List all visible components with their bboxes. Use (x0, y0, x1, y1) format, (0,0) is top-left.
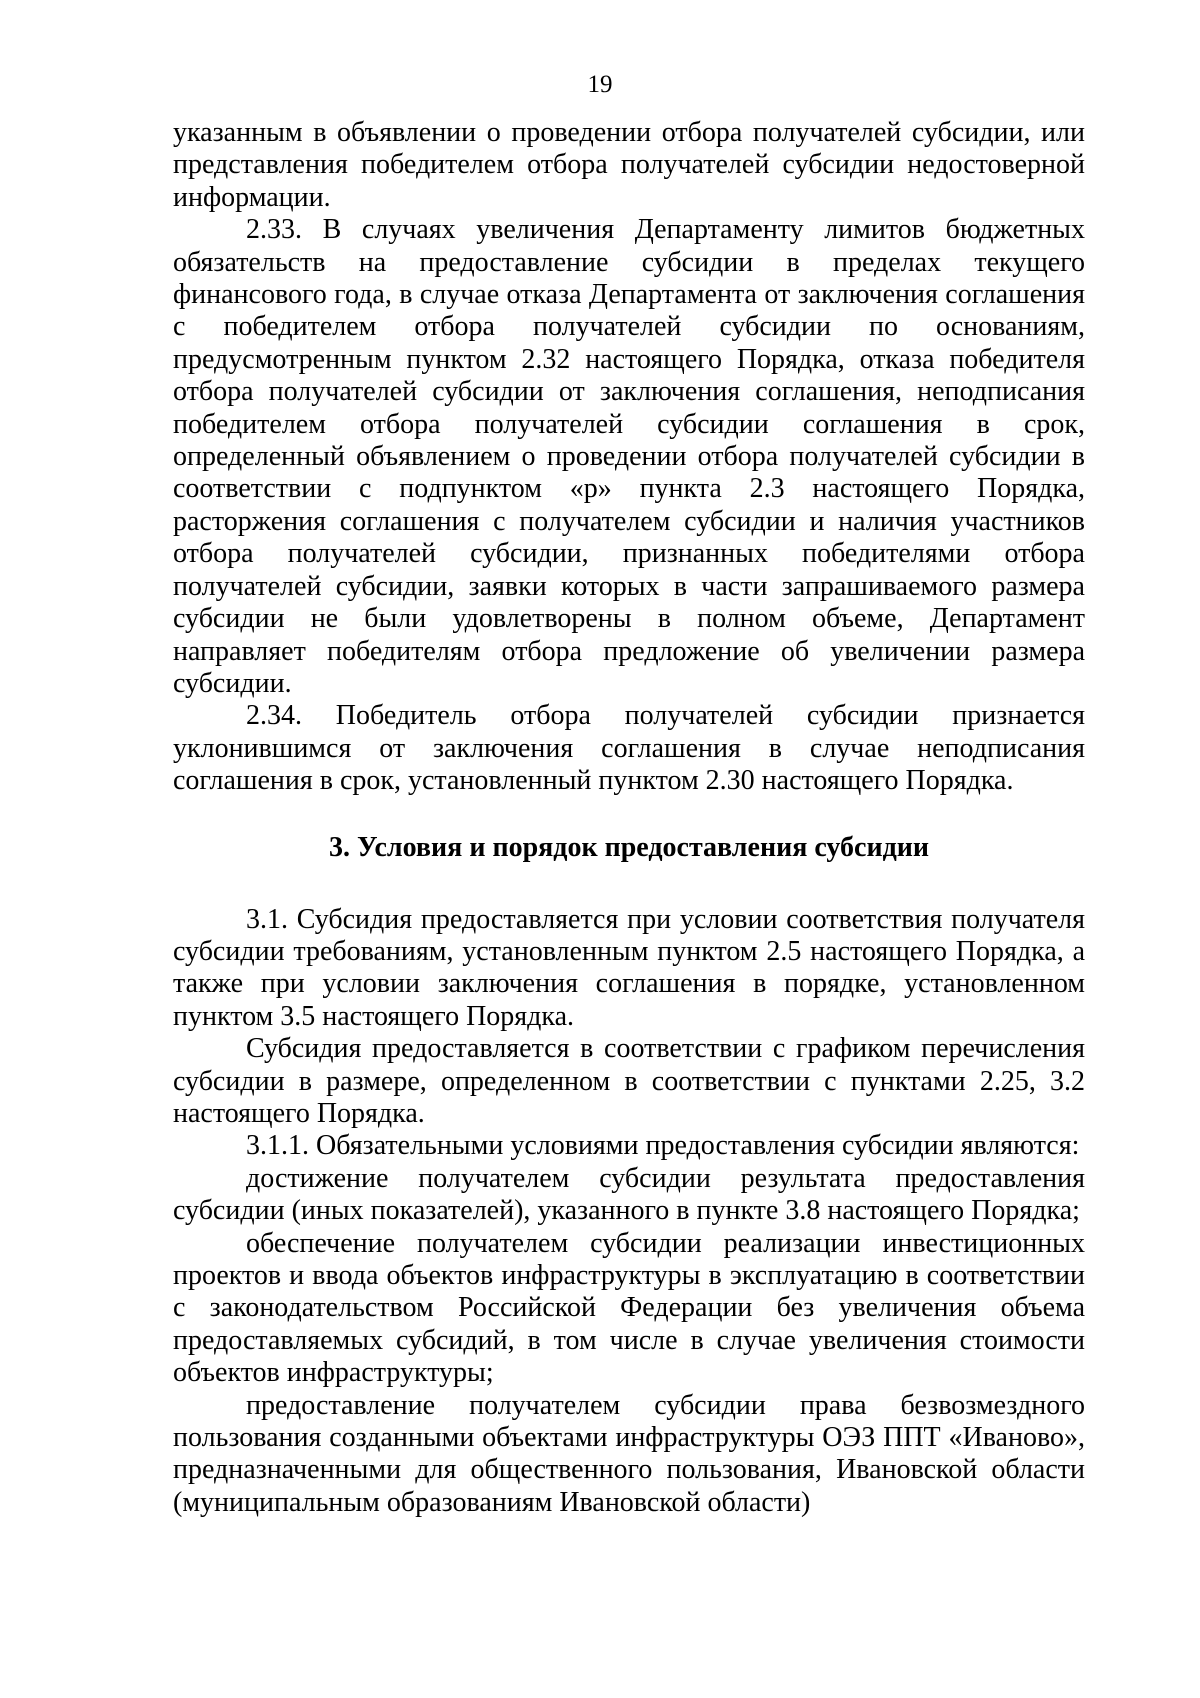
condition-item-free-use: предоставление получателем субсидии права безвозмездного пользования созданными объектами инфраструктуры ОЭЗ ППТ «Иваново», предназначенными для общественного пользования, Ивановской области (муниципальным образованиям Ивановской области) (173, 1389, 1085, 1518)
document-body (173, 117, 1085, 1519)
paragraph-subsidy-schedule: Субсидия предоставляется в соответствии с графиком перечисления субсидии в размере, определенном в соответствии с пунктами 2.25, 3.2 настоящего Порядка. (173, 1033, 1085, 1129)
paragraph-2-33: 2.33. В случаях увеличения Департаменту лимитов бюджетных обязательств на предоставление субсидии в пределах текущего финансового года, в случае отказа Департамента от заключения соглашения с победителем отбора получателей субсидии по основаниям, предусмотренным пунктом 2.32 настоящего Порядка, отказа победителя отбора получателей субсидии от заключения соглашения, неподписания победителем отбора получателей субсидии соглашения в срок, определенный объявлением о проведении отбора получателей субсидии в соответствии с подпунктом «р» пункта 2.3 настоящего Порядка, расторжения соглашения с получателем субсидии и наличия участников отбора получателей субсидии, признанных победителями отбора получателей субсидии, заявки которых в части запрашиваемого размера субсидии не были удовлетворены в полном объеме, Департамент направляет победителям отбора предложение об увеличении размера субсидии. (173, 214, 1085, 699)
page-number: 19 (587, 71, 613, 98)
paragraph-2-34: 2.34. Победитель отбора получателей субсидии признается уклонившимся от заключения соглашения в случае неподписания соглашения в срок, установленный пунктом 2.30 настоящего Порядка. (173, 700, 1085, 797)
condition-item-projects: обеспечение получателем субсидии реализации инвестиционных проектов и ввода объектов инфраструктуры в эксплуатацию в соответствии с законодательством Российской Федерации без увеличения объема предоставляемых субсидий, в том числе в случае увеличения стоимости объектов инфраструктуры; (173, 1227, 1085, 1389)
paragraph-continuation: указанным в объявлении о проведении отбора получателей субсидии, или представления победителем отбора получателей субсидии недостоверной информации. (173, 117, 1085, 213)
section-heading: 3. Условия и порядок предоставления субсидии (328, 831, 930, 863)
condition-item-result: достижение получателем субсидии результата предоставления субсидии (иных показателей), указанного в пункте 3.8 настоящего Порядка; (173, 1162, 1085, 1227)
paragraph-3-1-1: 3.1.1. Обязательными условиями предоставления субсидии являются: (246, 1130, 1080, 1162)
paragraph-3-1: 3.1. Субсидия предоставляется при условии соответствия получателя субсидии требованиям, установленным пунктом 2.5 настоящего Порядка, а также при условии заключения соглашения в порядке, установленном пунктом 3.5 настоящего Порядка. (173, 903, 1085, 1032)
